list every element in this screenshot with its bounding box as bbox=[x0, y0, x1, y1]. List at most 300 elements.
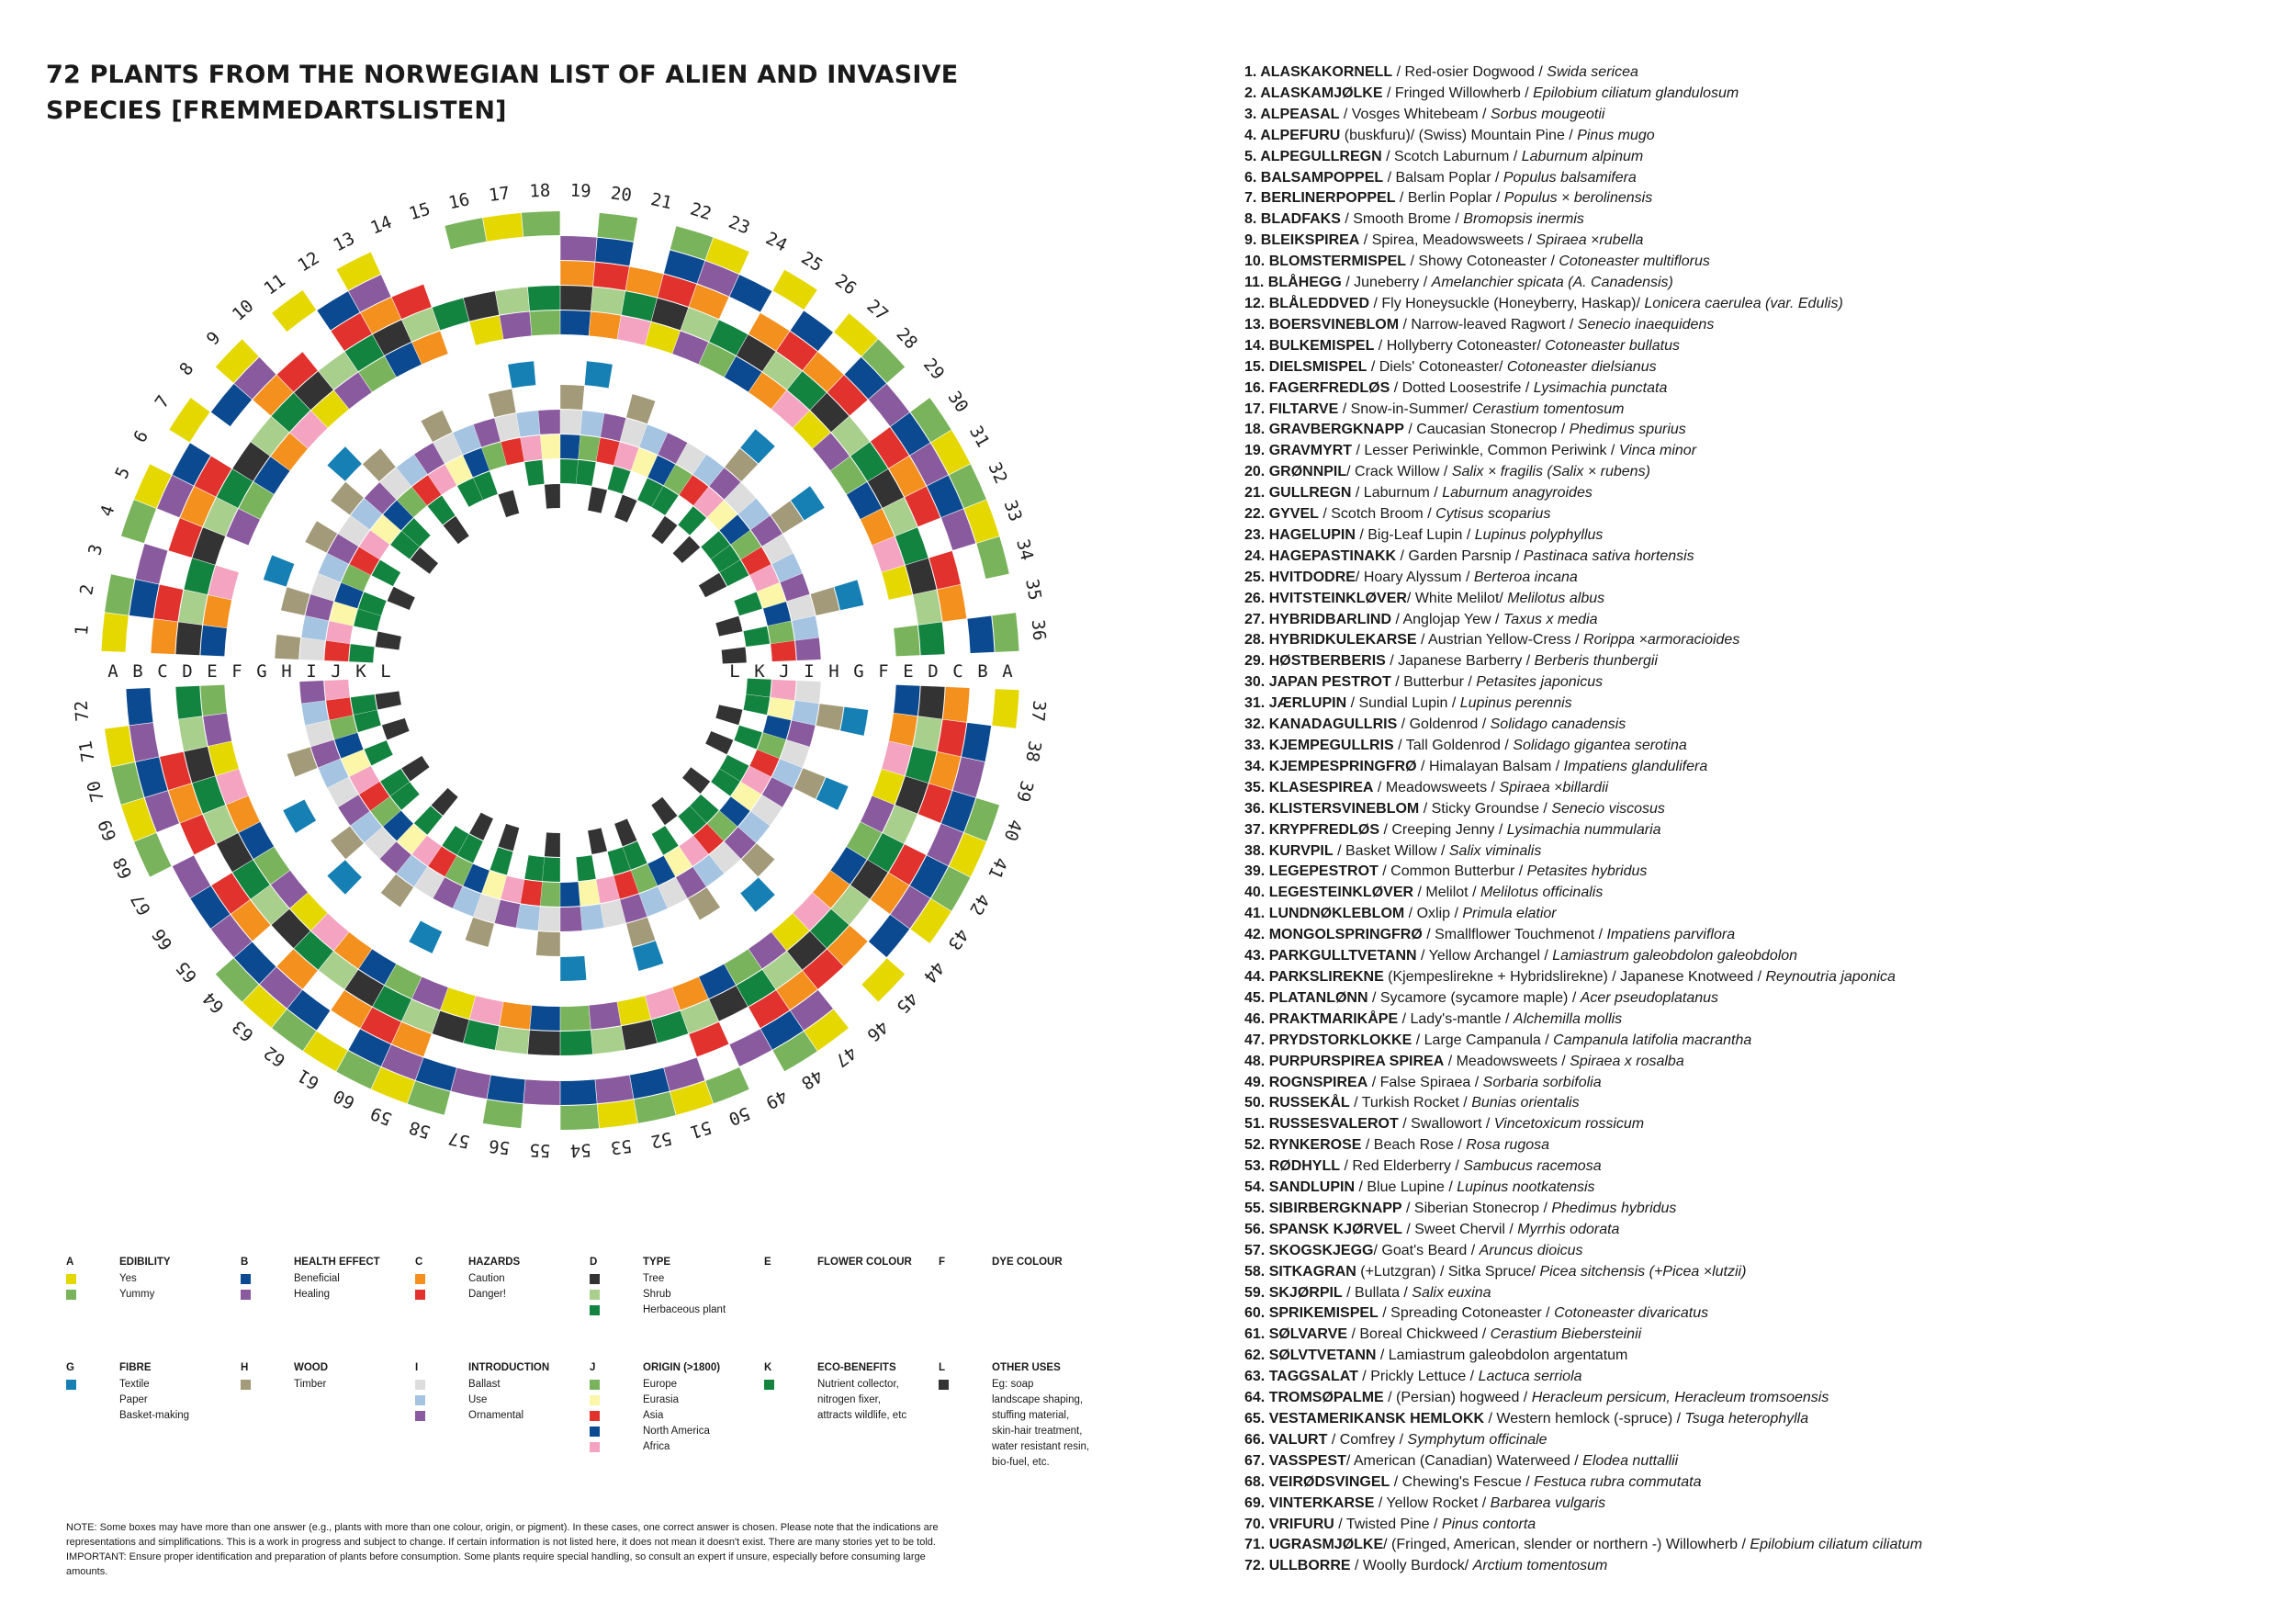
ring-letter-right-c: C bbox=[952, 661, 963, 682]
legend-swatch bbox=[66, 1411, 76, 1421]
legend-group-f bbox=[939, 1255, 1104, 1271]
wheel-cell-g-9 bbox=[327, 446, 362, 481]
plant-common-name: / Boreal Chickweed / bbox=[1347, 1326, 1491, 1343]
legend-group-header bbox=[590, 1255, 755, 1271]
plant-name: 57. SKOGSKJEGG bbox=[1244, 1242, 1374, 1258]
legend-item-label: Timber bbox=[294, 1379, 327, 1390]
wheel-cell-d-38 bbox=[913, 716, 941, 751]
legend-item-label: Herbaceous plant bbox=[643, 1304, 726, 1315]
plant-list-item bbox=[1244, 904, 2273, 925]
plant-name: 60. SPRIKEMISPEL bbox=[1244, 1305, 1379, 1322]
plant-name: 43. PARKGULLTVETANN bbox=[1244, 948, 1417, 964]
wheel-cell-g-17 bbox=[508, 361, 535, 388]
plant-name: 62. SØLVTVETANN bbox=[1244, 1348, 1377, 1364]
wheel-cell-l-28 bbox=[673, 536, 701, 563]
wheel-cell-b-72 bbox=[126, 688, 152, 725]
page-title-line-2: SPECIES [FREMMEDARTSLISTEN] bbox=[46, 96, 507, 125]
plant-common-name: (+Lutzgran) / Sitka Spruce/ bbox=[1356, 1263, 1540, 1280]
wheel-cell-k-33 bbox=[734, 592, 762, 615]
plant-number-label: 33 bbox=[999, 497, 1026, 524]
wheel-cell-d-72 bbox=[175, 686, 202, 719]
plant-name: 27. HYBRIDBARLIND bbox=[1244, 611, 1392, 627]
plant-scientific-name: Pastinaca sativa hortensis bbox=[1523, 547, 1694, 564]
plant-common-name: / Fly Honeysuckle (Honeyberry, Haskap)/ bbox=[1369, 295, 1645, 311]
plant-number-label: 59 bbox=[367, 1102, 395, 1130]
plant-name: 61. SØLVARVE bbox=[1244, 1326, 1348, 1343]
ring-letter-left-e: E bbox=[207, 661, 218, 682]
wheel-cell-b-19 bbox=[560, 236, 596, 262]
wheel-cell-i-37 bbox=[795, 681, 821, 704]
plant-list-item bbox=[1244, 547, 2273, 568]
plant-list-item bbox=[1244, 589, 2273, 610]
plant-number-label: 40 bbox=[999, 817, 1026, 844]
legend-group-l bbox=[939, 1360, 1104, 1471]
plant-name: 39. LEGEPESTROT bbox=[1244, 863, 1379, 880]
wheel-cell-d-57 bbox=[464, 1020, 500, 1050]
wheel-cell-e-38 bbox=[889, 714, 917, 747]
wheel-cell-a-7 bbox=[169, 398, 209, 442]
wheel-cell-d-18 bbox=[528, 286, 560, 310]
plant-name: 31. JÆRLUPIN bbox=[1244, 695, 1347, 712]
plant-name: 53. RØDHYLL bbox=[1244, 1158, 1341, 1175]
wheel-cell-e-55 bbox=[530, 1006, 560, 1031]
legend-item-label: Africa bbox=[643, 1441, 670, 1452]
ring-letter-right-l: L bbox=[729, 661, 740, 682]
plant-scientific-name: Cytisus scoparius bbox=[1435, 506, 1551, 523]
plant-scientific-name: Salix × fragilis (Salix × rubens) bbox=[1451, 464, 1650, 480]
ring-letter-left-g: G bbox=[256, 661, 267, 682]
legend-group-header bbox=[590, 1360, 755, 1377]
legend-item-label: Caution bbox=[468, 1273, 505, 1284]
plant-list-item bbox=[1244, 1556, 2273, 1577]
legend-item bbox=[415, 1393, 580, 1408]
wheel-cell-d-36 bbox=[918, 622, 945, 655]
page-title bbox=[46, 57, 964, 129]
legend-group-header bbox=[66, 1360, 231, 1377]
legend-item-label: bio-fuel, etc. bbox=[992, 1457, 1050, 1468]
plant-list-item bbox=[1244, 1178, 2273, 1199]
plant-name: 64. TROMSØPALME bbox=[1244, 1390, 1384, 1406]
legend-item bbox=[939, 1455, 1104, 1471]
wheel-cell-b-53 bbox=[595, 1076, 633, 1104]
plant-scientific-name: Populus × berolinensis bbox=[1503, 190, 1653, 207]
legend-group-d bbox=[590, 1255, 755, 1318]
plant-scientific-name: Festuca rubra commutata bbox=[1534, 1473, 1702, 1490]
legend-item-label: Europe bbox=[643, 1379, 678, 1390]
plant-list-item bbox=[1244, 1052, 2273, 1073]
plant-name: 63. TAGGSALAT bbox=[1244, 1369, 1358, 1385]
wheel-cell-e-17 bbox=[500, 311, 532, 339]
wheel-cell-d-19 bbox=[560, 286, 592, 310]
legend-group-letter: F bbox=[939, 1257, 946, 1268]
wheel-cell-e-21 bbox=[617, 316, 650, 345]
wheel-cell-l-34 bbox=[715, 616, 742, 637]
plant-name: 51. RUSSESVALEROT bbox=[1244, 1116, 1399, 1133]
plant-list-item bbox=[1244, 105, 2273, 126]
plant-name: 48. PURPURSPIREA SPIREA bbox=[1244, 1053, 1445, 1069]
legend-group-g bbox=[66, 1360, 231, 1424]
wheel-cell-d-54 bbox=[560, 1031, 592, 1055]
plant-list-item bbox=[1244, 126, 2273, 147]
wheel-cell-a-16 bbox=[445, 218, 486, 249]
plant-number-label: 13 bbox=[330, 228, 358, 256]
plant-common-name: / Scotch Broom / bbox=[1318, 506, 1436, 523]
plant-scientific-name: Cotoneaster divaricatus bbox=[1554, 1305, 1709, 1322]
legend-group-header bbox=[415, 1255, 580, 1271]
legend-group-letter: K bbox=[764, 1362, 772, 1373]
legend-item-label: Nutrient collector, bbox=[817, 1379, 899, 1390]
plant-number-label: 57 bbox=[446, 1127, 472, 1152]
wheel-cell-a-18 bbox=[522, 211, 560, 237]
legend-item bbox=[66, 1287, 231, 1303]
plant-common-name: / Sweet Chervil / bbox=[1401, 1221, 1518, 1237]
legend-group-title: TYPE bbox=[643, 1257, 671, 1268]
legend-item-label: water resistant resin, bbox=[992, 1441, 1090, 1452]
plant-scientific-name: Salix euxina bbox=[1412, 1284, 1491, 1301]
wheel-cell-c-37 bbox=[943, 687, 970, 722]
plant-number-label: 14 bbox=[367, 211, 395, 239]
plant-number-label: 1 bbox=[71, 624, 93, 637]
legend-group-letter: D bbox=[590, 1257, 598, 1268]
plant-name: 38. KURVPIL bbox=[1244, 842, 1334, 859]
wheel-cell-h-3 bbox=[281, 587, 310, 615]
legend-item-label: Healing bbox=[294, 1289, 330, 1300]
plant-number-label: 62 bbox=[260, 1042, 289, 1071]
plant-scientific-name: Salix viminalis bbox=[1448, 842, 1542, 859]
ring-letter-right-a: A bbox=[1002, 661, 1013, 682]
plant-common-name: / Japanese Barberry / bbox=[1385, 653, 1535, 670]
plant-name: 2. ALASKAMJØLKE bbox=[1244, 85, 1383, 101]
legend-group-header bbox=[241, 1360, 406, 1377]
plant-list-item bbox=[1244, 1009, 2273, 1031]
plant-name: 37. KRYPFREDLØS bbox=[1244, 821, 1379, 838]
plant-common-name: / Chewing's Fescue / bbox=[1390, 1473, 1535, 1490]
wheel-cell-h-55 bbox=[536, 931, 560, 956]
plant-scientific-name: Melilotus officinalis bbox=[1480, 885, 1604, 901]
plant-list-item bbox=[1244, 1241, 2273, 1262]
wheel-cell-d-1 bbox=[175, 622, 202, 655]
ring-letter-left-j: J bbox=[331, 661, 342, 682]
wheel-cell-e-52 bbox=[617, 996, 650, 1025]
plant-scientific-name: Solidago gigantea serotina bbox=[1513, 738, 1687, 753]
plant-scientific-name: Elodea nuttallii bbox=[1582, 1452, 1679, 1469]
legend-item bbox=[66, 1393, 231, 1408]
plant-common-name: / Yellow Archangel / bbox=[1416, 948, 1553, 964]
footnote-line-1: NOTE: Some boxes may have more than one answer (e.g., plants with more than one colour, origin, or pigment). In these cases, one correct answer is chosen. Please note that the indications are bbox=[66, 1522, 939, 1533]
plant-common-name: / Sticky Groundse / bbox=[1419, 800, 1552, 817]
plant-list-item bbox=[1244, 799, 2273, 820]
wheel-cell-g-64 bbox=[327, 860, 362, 895]
plant-common-name: / Siberian Stonecrop / bbox=[1401, 1200, 1552, 1216]
plant-common-name: / Caucasian Stonecrop / bbox=[1403, 422, 1570, 438]
plant-scientific-name: Senecio inaequidens bbox=[1577, 316, 1715, 333]
wheel-cell-c-2 bbox=[154, 585, 184, 622]
wheel-cell-i-72 bbox=[299, 681, 325, 704]
plant-name: 6. BALSAMPOPPEL bbox=[1244, 169, 1384, 186]
legend-group-title: WOOD bbox=[294, 1362, 329, 1373]
plant-common-name: (Kjempeslirekne + Hybridslirekne) / Japanese Knotweed / bbox=[1383, 968, 1766, 985]
plant-common-name: / Prickly Lettuce / bbox=[1357, 1369, 1479, 1385]
plant-number-label: 64 bbox=[198, 987, 229, 1018]
ring-letter-right-j: J bbox=[779, 661, 790, 682]
plant-name: 22. GYVEL bbox=[1244, 506, 1319, 523]
wheel-cell-j-19 bbox=[560, 434, 580, 459]
plant-scientific-name: Solidago canadensis bbox=[1490, 716, 1626, 733]
legend-item-label: nitrogen fixer, bbox=[817, 1394, 882, 1405]
legend-group-h bbox=[241, 1360, 406, 1393]
plant-list-item bbox=[1244, 1388, 2273, 1409]
wheel-cell-a-37 bbox=[992, 689, 1019, 728]
wheel-cell-l-58 bbox=[498, 824, 519, 851]
wheel-cell-d-2 bbox=[178, 590, 207, 625]
legend-swatch bbox=[590, 1290, 600, 1300]
wheel-cell-c-1 bbox=[151, 619, 177, 654]
plant-scientific-name: Berteroa incana bbox=[1473, 569, 1578, 585]
legend-group-header bbox=[66, 1255, 231, 1271]
wheel-cell-a-36 bbox=[992, 613, 1019, 652]
legend-group-header bbox=[939, 1360, 1104, 1377]
plant-list-item bbox=[1244, 1262, 2273, 1283]
plant-name: 49. ROGNSPIREA bbox=[1244, 1074, 1368, 1090]
wheel-cell-l-15 bbox=[498, 491, 519, 517]
ring-letter-left-l: L bbox=[380, 661, 391, 682]
wheel-cell-j-53 bbox=[579, 880, 601, 906]
legend-group-j bbox=[590, 1360, 755, 1455]
plant-scientific-name: Impatiens parviflora bbox=[1606, 927, 1736, 943]
ring-letter-right-f: F bbox=[878, 661, 889, 682]
legend-swatch bbox=[590, 1442, 600, 1452]
plant-common-name: / Himalayan Balsam / bbox=[1416, 758, 1564, 774]
wheel-cell-l-60 bbox=[469, 813, 493, 840]
legend-swatch bbox=[590, 1274, 600, 1284]
wheel-cell-h-16 bbox=[489, 389, 516, 418]
plant-scientific-name: Impatiens glandulifera bbox=[1563, 758, 1708, 774]
plant-name: 23. HAGELUPIN bbox=[1244, 526, 1356, 543]
plant-list-item bbox=[1244, 252, 2273, 273]
plant-list-item bbox=[1244, 651, 2273, 672]
legend-swatch bbox=[415, 1290, 425, 1300]
page-title-line-1: 72 PLANTS FROM THE NORWEGIAN LIST OF ALIEN AND INVASIVE bbox=[46, 61, 959, 89]
wheel-cell-h-34 bbox=[811, 587, 839, 615]
wheel-cell-e-57 bbox=[469, 996, 502, 1025]
legend-item bbox=[415, 1377, 580, 1393]
legend-group-header bbox=[939, 1255, 1104, 1271]
legend-group-letter: H bbox=[241, 1362, 249, 1373]
wheel-cell-l-44 bbox=[682, 767, 710, 794]
wheel-cell-j-20 bbox=[579, 435, 601, 461]
wheel-cell-a-1 bbox=[101, 613, 128, 652]
wheel-cell-l-55 bbox=[545, 832, 560, 857]
wheel-cell-k-55 bbox=[543, 857, 560, 882]
legend-group-c bbox=[415, 1255, 580, 1303]
legend-swatch bbox=[590, 1395, 600, 1405]
wheel-cell-c-38 bbox=[938, 719, 967, 756]
legend-swatch bbox=[590, 1305, 600, 1315]
plant-common-name: / Turkish Rocket / bbox=[1349, 1095, 1472, 1111]
wheel-cell-e-16 bbox=[469, 316, 502, 345]
plant-list-item bbox=[1244, 1472, 2273, 1494]
legend-swatch bbox=[241, 1380, 251, 1390]
legend-group-header bbox=[415, 1360, 580, 1377]
plant-list-item bbox=[1244, 715, 2273, 736]
legend-item-label: Yes bbox=[119, 1273, 137, 1284]
plant-list-item bbox=[1244, 462, 2273, 483]
plant-common-name: / Smallflower Touchmenot / bbox=[1422, 927, 1607, 943]
plant-scientific-name: Cerastium Biebersteinii bbox=[1490, 1326, 1642, 1343]
wheel-cell-a-2 bbox=[105, 574, 134, 615]
plant-list-item bbox=[1244, 1156, 2273, 1178]
plant-list-item bbox=[1244, 420, 2273, 441]
legend-group-title: OTHER USES bbox=[992, 1362, 1061, 1373]
wheel-cell-a-50 bbox=[705, 1067, 748, 1103]
plant-list-item bbox=[1244, 778, 2273, 799]
plant-common-name: / Common Butterbur / bbox=[1378, 863, 1527, 880]
plant-list-item bbox=[1244, 694, 2273, 715]
plant-scientific-name: Taxus x media bbox=[1503, 611, 1598, 627]
legend-swatch bbox=[764, 1395, 774, 1405]
plant-scientific-name: Berberis thunbergii bbox=[1534, 653, 1658, 670]
wheel-cell-i-17 bbox=[516, 411, 540, 437]
wheel-cell-i-56 bbox=[516, 904, 540, 930]
plant-list-item bbox=[1244, 1114, 2273, 1135]
legend-swatch bbox=[241, 1274, 251, 1284]
legend-item-label: Yummy bbox=[119, 1289, 155, 1300]
wheel-cell-l-21 bbox=[588, 487, 607, 513]
plant-number-label: 50 bbox=[726, 1102, 753, 1130]
legend-item-label: Eg: soap bbox=[992, 1379, 1034, 1390]
wheel-cell-b-56 bbox=[487, 1076, 524, 1104]
plant-common-name: / Crack Willow / bbox=[1346, 464, 1452, 480]
wheel-cell-b-57 bbox=[451, 1068, 490, 1099]
plant-common-name: / Woolly Burdock/ bbox=[1350, 1558, 1473, 1574]
plant-list-item bbox=[1244, 967, 2273, 988]
wheel-cell-b-55 bbox=[523, 1079, 559, 1105]
wheel-cell-l-50 bbox=[614, 818, 636, 846]
wheel-cell-i-20 bbox=[580, 411, 604, 437]
plant-common-name: / Swallowort / bbox=[1398, 1116, 1494, 1133]
plant-scientific-name: Phedimus hybridus bbox=[1551, 1200, 1677, 1216]
plant-common-name: / Anglojap Yew / bbox=[1391, 611, 1503, 627]
plant-name: 10. BLOMSTERMISPEL bbox=[1244, 254, 1407, 270]
plant-common-name: / Hoary Alyssum / bbox=[1355, 569, 1474, 585]
wheel-cell-e-71 bbox=[203, 714, 231, 747]
wheel-cell-e-72 bbox=[200, 685, 227, 716]
legend-item bbox=[241, 1271, 406, 1287]
plant-common-name: / Twisted Pine / bbox=[1334, 1516, 1442, 1532]
legend-group-i bbox=[415, 1360, 580, 1424]
plant-number-label: 56 bbox=[487, 1134, 512, 1158]
ring-letter-right-i: I bbox=[804, 661, 815, 682]
wheel-cell-d-16 bbox=[464, 291, 500, 321]
plant-number-label: 2 bbox=[76, 582, 98, 597]
wheel-cell-j-37 bbox=[771, 680, 796, 700]
plant-number-label: 28 bbox=[892, 323, 922, 354]
wheel-cell-l-26 bbox=[651, 516, 677, 544]
plant-number-label: 53 bbox=[609, 1134, 634, 1158]
legend-group-title: DYE COLOUR bbox=[992, 1257, 1063, 1268]
plant-number-label: 25 bbox=[797, 247, 827, 276]
legend-item bbox=[764, 1377, 929, 1393]
legend-item-label: Eurasia bbox=[643, 1394, 679, 1405]
plant-number-label: 45 bbox=[892, 987, 922, 1018]
plant-scientific-name: Pinus mugo bbox=[1577, 127, 1655, 143]
plant-list-item bbox=[1244, 441, 2273, 462]
legend-group-header bbox=[764, 1255, 929, 1271]
plant-list-item bbox=[1244, 1367, 2273, 1388]
plant-number-label: 71 bbox=[75, 739, 99, 764]
plant-scientific-name: Swida sericea bbox=[1547, 64, 1638, 80]
ring-letter-right-b: B bbox=[977, 661, 988, 682]
plant-name: 70. VRIFURU bbox=[1244, 1516, 1334, 1532]
plant-scientific-name: Vincetoxicum rossicum bbox=[1493, 1116, 1645, 1133]
plant-number-label: 3 bbox=[84, 542, 107, 558]
legend-group-e bbox=[764, 1255, 929, 1271]
plant-name: 33. KJEMPEGULLRIS bbox=[1244, 738, 1394, 753]
legend-item bbox=[939, 1408, 1104, 1424]
plant-scientific-name: Cotoneaster bullatus bbox=[1545, 337, 1680, 354]
plant-number-label: 37 bbox=[1027, 699, 1050, 723]
wheel-cell-l-23 bbox=[614, 495, 636, 523]
plant-name: 46. PRAKTMARIKÅPE bbox=[1244, 1010, 1399, 1027]
plant-list-item bbox=[1244, 1093, 2273, 1114]
plant-scientific-name: Acer pseudoplatanus bbox=[1580, 989, 1719, 1006]
wheel-cell-e-37 bbox=[894, 685, 920, 716]
plant-number-label: 34 bbox=[1012, 536, 1038, 563]
legend-group-title: INTRODUCTION bbox=[468, 1362, 550, 1373]
wheel-cell-d-17 bbox=[495, 288, 529, 315]
plant-number-label: 52 bbox=[648, 1127, 674, 1152]
legend-item bbox=[66, 1408, 231, 1424]
legend-swatch bbox=[241, 1290, 251, 1300]
legend-item bbox=[241, 1287, 406, 1303]
legend-item bbox=[939, 1439, 1104, 1455]
legend-item bbox=[590, 1303, 755, 1318]
plant-list-item bbox=[1244, 1073, 2273, 1094]
legend-item bbox=[590, 1377, 755, 1393]
legend-item bbox=[764, 1408, 929, 1424]
plant-common-name: / Scotch Laburnum / bbox=[1381, 148, 1522, 164]
wheel-cell-a-25 bbox=[773, 270, 817, 310]
plant-name: 20. GRØNNPIL bbox=[1244, 464, 1347, 480]
plant-number-label: 30 bbox=[943, 387, 973, 417]
plant-list-item bbox=[1244, 209, 2273, 231]
wheel-cell-k-35 bbox=[743, 626, 770, 647]
ring-letter-left-i: I bbox=[306, 661, 317, 682]
plant-common-name: / Big-Leaf Lupin / bbox=[1355, 526, 1475, 543]
wheel-cell-k-40 bbox=[734, 726, 762, 750]
plant-common-name: / Red Elderberry / bbox=[1340, 1158, 1464, 1175]
legend-group-header bbox=[241, 1255, 406, 1271]
plant-name: 71. UGRASMJØLKE bbox=[1244, 1537, 1384, 1553]
plant-common-name: / Western hemlock (-spruce) / bbox=[1484, 1411, 1685, 1427]
plant-scientific-name: Spiraea x rosalba bbox=[1570, 1053, 1684, 1069]
plant-scientific-name: Campanula latifolia macrantha bbox=[1553, 1032, 1752, 1048]
plant-scientific-name: Epilobium ciliatum ciliatum bbox=[1750, 1537, 1923, 1553]
wheel-cell-k-17 bbox=[524, 460, 544, 486]
plant-name: 9. BLEIKSPIREA bbox=[1244, 232, 1360, 249]
plant-name: 42. MONGOLSPRINGFRØ bbox=[1244, 927, 1423, 943]
legend-item bbox=[415, 1287, 580, 1303]
plant-number-label: 38 bbox=[1021, 739, 1045, 764]
legend-group-header bbox=[764, 1360, 929, 1377]
plant-scientific-name: Alchemilla mollis bbox=[1513, 1010, 1623, 1027]
legend-swatch bbox=[590, 1380, 600, 1390]
plant-list-item bbox=[1244, 294, 2273, 315]
plant-number-label: 20 bbox=[609, 183, 634, 207]
plant-list-item bbox=[1244, 231, 2273, 252]
plant-list-item bbox=[1244, 400, 2273, 421]
plant-common-name: / Austrian Yellow-Cress / bbox=[1416, 632, 1584, 648]
